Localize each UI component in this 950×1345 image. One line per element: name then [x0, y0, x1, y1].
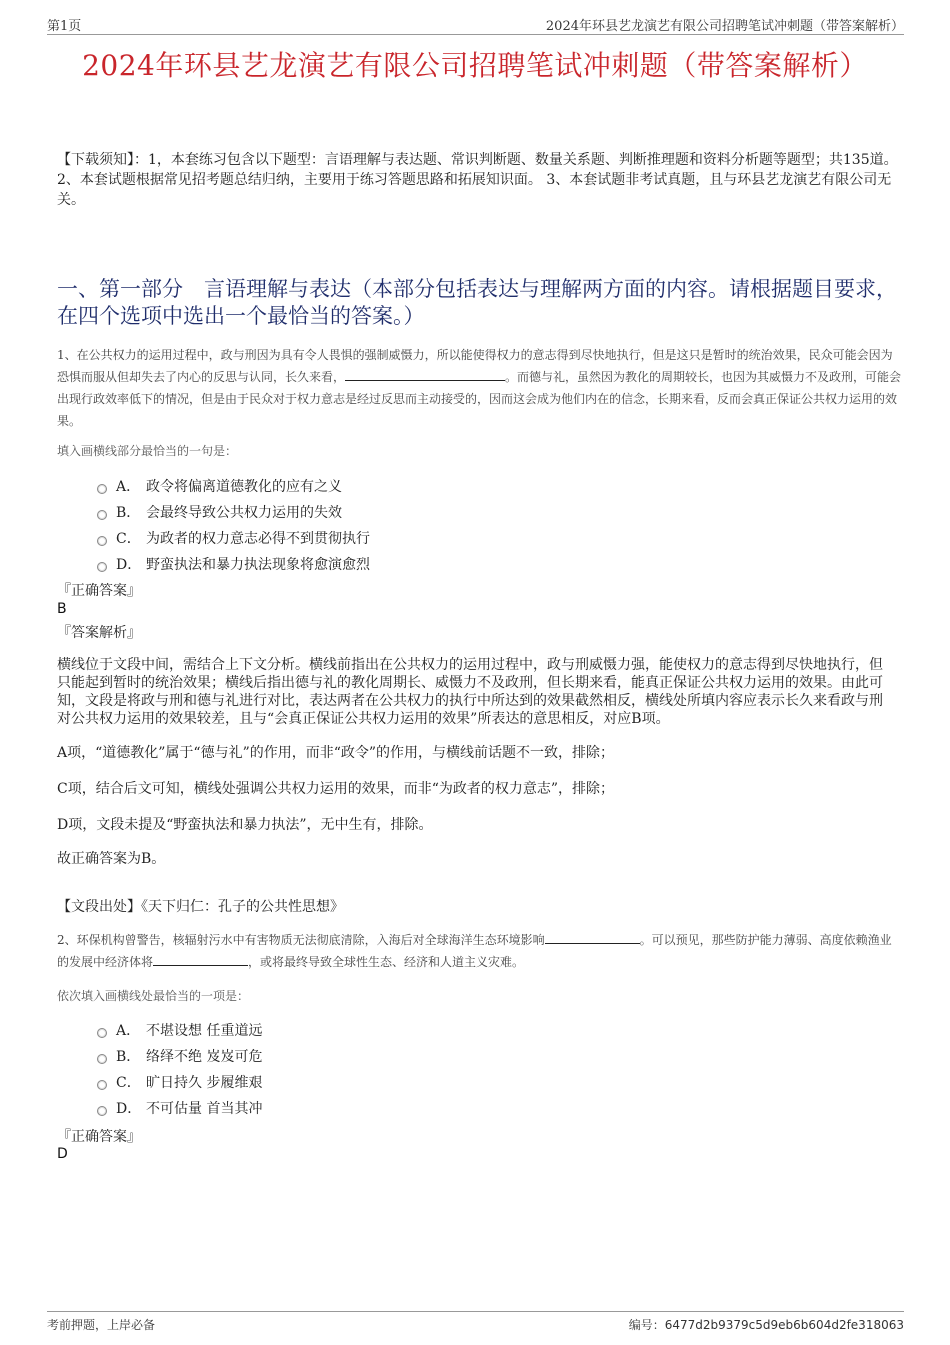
question-1-blank — [345, 368, 505, 381]
option-text: 为政者的权力意志必得不到贯彻执行 — [146, 531, 370, 547]
section-title: 一、第一部分 言语理解与表达（本部分包括表达与理解两方面的内容。请根据题目要求，在四个选项中选出一个最恰当的答案。） — [57, 277, 897, 328]
document-title: 2024年环县艺龙演艺有限公司招聘笔试冲刺题（带答案解析） — [82, 49, 868, 82]
radio-icon[interactable] — [97, 484, 107, 494]
analysis-paragraph: 故正确答案为B。 — [57, 851, 166, 867]
question-2-blank-2 — [153, 953, 248, 966]
footer-slogan: 考前押题，上岸必备 — [47, 1318, 156, 1332]
radio-icon[interactable] — [97, 1054, 107, 1064]
page-number: 第1页 — [47, 19, 82, 34]
radio-icon[interactable] — [97, 562, 107, 572]
question-1-option-d[interactable] — [97, 551, 370, 577]
radio-icon[interactable] — [97, 1080, 107, 1090]
option-letter: B． — [116, 505, 141, 521]
page-header — [47, 12, 904, 35]
option-text: 不堪设想 任重道远 — [146, 1023, 263, 1039]
analysis-paragraph: D项，文段未提及“野蛮执法和暴力执法”，无中生有，排除。 — [57, 817, 433, 833]
analysis-paragraph: C项，结合后文可知，横线处强调公共权力运用的效果，而非“为政者的权力意志”，排除； — [57, 781, 615, 797]
question-2-options — [97, 1017, 262, 1121]
question-1-text — [57, 344, 902, 432]
question-2-option-b[interactable] — [97, 1043, 262, 1069]
option-text: 络绎不绝 岌岌可危 — [146, 1049, 263, 1065]
option-text: 会最终导致公共权力运用的失效 — [146, 505, 342, 521]
question-2-blank-1 — [545, 931, 640, 944]
question-1-options — [97, 473, 370, 577]
option-letter: B． — [116, 1049, 141, 1065]
question-1-answer: B — [57, 601, 67, 617]
question-1-text-after: 。而德与礼，虽然因为教化的周期较长，也因为其威慑力不及政刑，可能会出现行政效率低下的情况，但是由于民众对于权力意志是经过反思而主动接受的，因而这会成为他们内在的信念，长期来看，反而会真正保证公共权力运用的效果。 — [57, 370, 902, 428]
option-text: 野蛮执法和暴力执法现象将愈演愈烈 — [146, 557, 370, 573]
radio-icon[interactable] — [97, 1106, 107, 1116]
footer-id-value: 6477d2b9379c5d9eb6b604d2fe318063 — [664, 1318, 904, 1332]
download-notice: 【下载须知】：1，本套练习包含以下题型：言语理解与表达题、常识判断题、数量关系题、判断推理题和资料分析题等题型；共135道。 2、本套试题根据常见招考题总结归纳，主要用于练习答题思路和拓展知识面。 3、本套试题非考试真题，且与环县艺龙演艺有限公司无关。 — [57, 152, 898, 208]
analysis-paragraph: 横线位于文段中间，需结合上下文分析。横线前指出在公共权力的运用过程中，政与刑威慑力强，能使权力的意志得到尽快地执行，但只能起到暂时的统治效果；横线后指出德与礼的教化周期长、威慑力不及政刑，但长期来看，能真正保证公共权力运用的效果。由此可知，文段是将政与刑和德与礼进行对比，表达两者在公共权力的执行中所达到的效果截然相反，横线处所填内容应表示长久来看政与刑对公共权力运用的效果较差，且与“会真正保证公共权力运用的效果”所表达的意思相反，对应B项。 — [57, 657, 883, 727]
option-text: 不可估量 首当其冲 — [146, 1101, 263, 1117]
question-1-option-c[interactable] — [97, 525, 370, 551]
option-letter: C． — [116, 1075, 141, 1091]
question-1-answer-label: 『正确答案』 — [57, 583, 141, 599]
analysis-paragraph: A项，“道德教化”属于“德与礼”的作用，而非“政令”的作用，与横线前话题不一致，排除； — [57, 745, 615, 761]
question-1-prompt: 填入画横线部分最恰当的一句是： — [57, 444, 238, 458]
question-1-source: 【文段出处】《天下归仁：孔子的公共性思想》 — [57, 899, 344, 915]
question-1-text-before: 1、在公共权力的运用过程中，政与刑因为具有令人畏惧的强制威慑力，所以能使得权力的意志得到尽快地执行，但是这只是暂时的统治效果，民众可能会因为恐惧而服从但却失去了内心的反思与认同，长久来看， — [57, 348, 893, 384]
footer-id — [629, 1316, 904, 1333]
footer-id-label: 编号： — [628, 1318, 665, 1332]
radio-icon[interactable] — [97, 536, 107, 546]
option-letter: C． — [116, 531, 141, 547]
question-1-analysis — [57, 656, 889, 868]
question-2-option-a[interactable] — [97, 1017, 262, 1043]
question-2-text-part1: 2、环保机构曾警告，核辐射污水中有害物质无法彻底清除，入海后对全球海洋生态环境影响 — [57, 933, 545, 947]
radio-icon[interactable] — [97, 1028, 107, 1038]
question-2-option-c[interactable] — [97, 1069, 262, 1095]
question-2-text-part2: 。可以预见，那些防护能力薄弱、高度依赖渔业的发展中经济体将 — [57, 933, 892, 969]
option-letter: A． — [116, 1023, 141, 1039]
question-2-option-d[interactable] — [97, 1095, 262, 1121]
question-1-option-b[interactable] — [97, 499, 370, 525]
question-2-answer-label: 『正确答案』 — [57, 1129, 141, 1145]
question-1-option-a[interactable] — [97, 473, 370, 499]
option-text: 政令将偏离道德教化的应有之义 — [146, 479, 342, 495]
option-letter: D． — [116, 1101, 142, 1117]
question-2-answer: D — [57, 1146, 68, 1162]
radio-icon[interactable] — [97, 510, 107, 520]
option-letter: A． — [116, 479, 141, 495]
question-2-text — [57, 929, 902, 973]
option-text: 旷日持久 步履维艰 — [146, 1075, 263, 1091]
question-2-text-part3: ，或将最终导致全球性生态、经济和人道主义灾难。 — [248, 955, 525, 969]
question-1-analysis-label: 『答案解析』 — [57, 625, 141, 641]
question-2-prompt: 依次填入画横线处最恰当的一项是： — [57, 989, 250, 1003]
option-letter: D． — [116, 557, 142, 573]
header-doc-title: 2024年环县艺龙演艺有限公司招聘笔试冲刺题（带答案解析） — [545, 19, 904, 34]
page-footer — [47, 1311, 904, 1334]
